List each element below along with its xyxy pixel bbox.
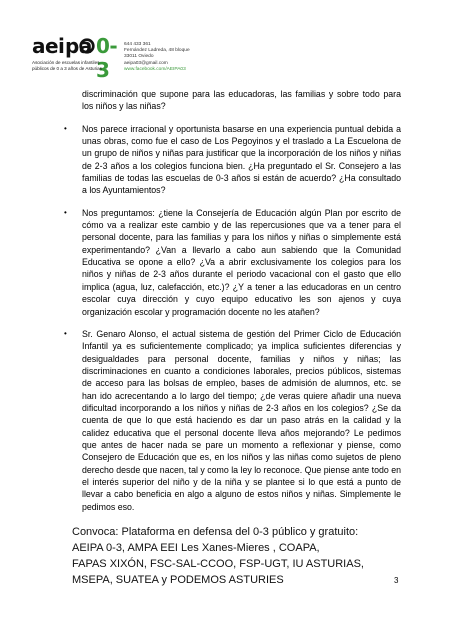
- bullet-text: Sr. Genaro Alonso, el actual sistema de gestión del Primer Ciclo de Educación Infantil ya es suficientemente complicado; ya implica suficientes diferencias y desigualdades para personal docente, familias y niños y niñas; las discriminaciones en cuanto a condiciones laborales, precios públicos, sistemas de acceso para las bolsas de empleo, bases de admisión de alumnos, etc. se han ido acrecentando a lo largo del tiempo; ¿de veras quiere añadir una nueva dificultad incorporando a los niños y niñas de 2-3 años en los colegios? ¿Se da cuenta de que lo que está haciendo es dar un paso atrás en la calidad y la calidez educativa que el personal docente lleva años mejorando? Le pedimos que antes de hacer nada se pare un momento a reflexionar y piense, como Consejero de Educación que es, en los niños y las niñas como sujetos de pleno derecho desde que nacen, tal y como la ley lo reconoce. Que piense ante todo en el interés superior del niño y de la niña y se plantee si lo que está a punto de llevar a cabo beneficia en algo a alguno de estos niños y niñas. Simplemente le pedimos eso.: [82, 328, 401, 512]
- logo-text-aei: aei: [32, 34, 65, 58]
- contact-phone: 644 433 361: [124, 42, 151, 47]
- bullet-item-1: [56, 123, 401, 197]
- contact-facebook-link[interactable]: www.facebook.com/AEIPA03: [124, 66, 186, 72]
- footer-line-4: MSEPA, SUATEA y PODEMOS ASTURIES: [72, 574, 284, 586]
- footer-line-2: AEIPA 0-3, AMPA EEI Les Xanes-Mieres , COAPA,: [72, 542, 320, 554]
- page-number: 3: [394, 576, 399, 585]
- contact-address: Fernández Ladreda, 48 bloque: [124, 48, 190, 54]
- bullet-text: Nos preguntamos: ¿tiene la Consejería de Educación algún Plan por escrito de cómo va a realizar este cambio y de las repercusiones que va a tener para el personal docente, para las familias y para los niños y niñas o simplemente está experimentando? ¿Van a llevarlo a cabo aun sabiendo que la Comunidad Educativa se opone a ello? ¿Va a abrir exclusivamente los colegios para los niños y niñas de 2-3 años durante el periodo vacacional con el gasto que ello implica (agua, luz, calefacción, etc.)? ¿Y a tener a las educadoras en un centro escolar cuya dirección y cuyo equipo educativo les son ajenos y cuya organización escolar y programación docente no les atañen?: [82, 207, 401, 317]
- bullet-icon: •: [64, 123, 67, 133]
- bullet-text: Nos parece irracional y oportunista basarse en una experiencia puntual debida a unas obras, como fue el caso de Los Pegoyinos y el traslado a La Escuelona de un grupo de niños y niñas para justificar que la incorporación de los niños y niñas de 2-3 años a los colegios funciona bien. ¿Ha preguntado el Sr. Consejero a las familias de todas las escuelas de 0-3 años si están de acuerdo? ¿Ha consultado a los Ayuntamientos?: [82, 123, 401, 196]
- bullet-item-2: [56, 207, 401, 318]
- page-header: [32, 34, 432, 84]
- contact-city: 33011 Oviedo: [124, 54, 154, 60]
- bullet-item-3: [56, 328, 401, 513]
- logo-subtitle-line-1: Asociación de escuelas infantiles: [32, 60, 100, 65]
- logo-subtitle-line-2: públicos de 0 a 3 años de Asturias: [32, 66, 102, 71]
- footer-line-1: Convoca: Plataforma en defensa del 0-3 público y gratuito:: [72, 526, 359, 538]
- contact-email[interactable]: aeipa03@gmail.com: [124, 60, 168, 66]
- logo-text-pa: pa: [65, 34, 92, 58]
- logo-text-03: 0-3: [96, 34, 118, 82]
- contact-block: [124, 42, 190, 73]
- footer-line-3: FAPAS XIXÓN, FSC-SAL-CCOO, FSP-UGT, IU ASTURIAS,: [72, 558, 364, 570]
- bullet-icon: •: [64, 207, 67, 217]
- bullet-icon: •: [64, 328, 67, 338]
- convoca-footer: [72, 524, 412, 588]
- document-body: [56, 88, 401, 523]
- aeipa-logo: [32, 34, 127, 82]
- continuation-paragraph: discriminación que supone para las educadoras, las familias y sobre todo para los niños y las niñas?: [82, 89, 401, 112]
